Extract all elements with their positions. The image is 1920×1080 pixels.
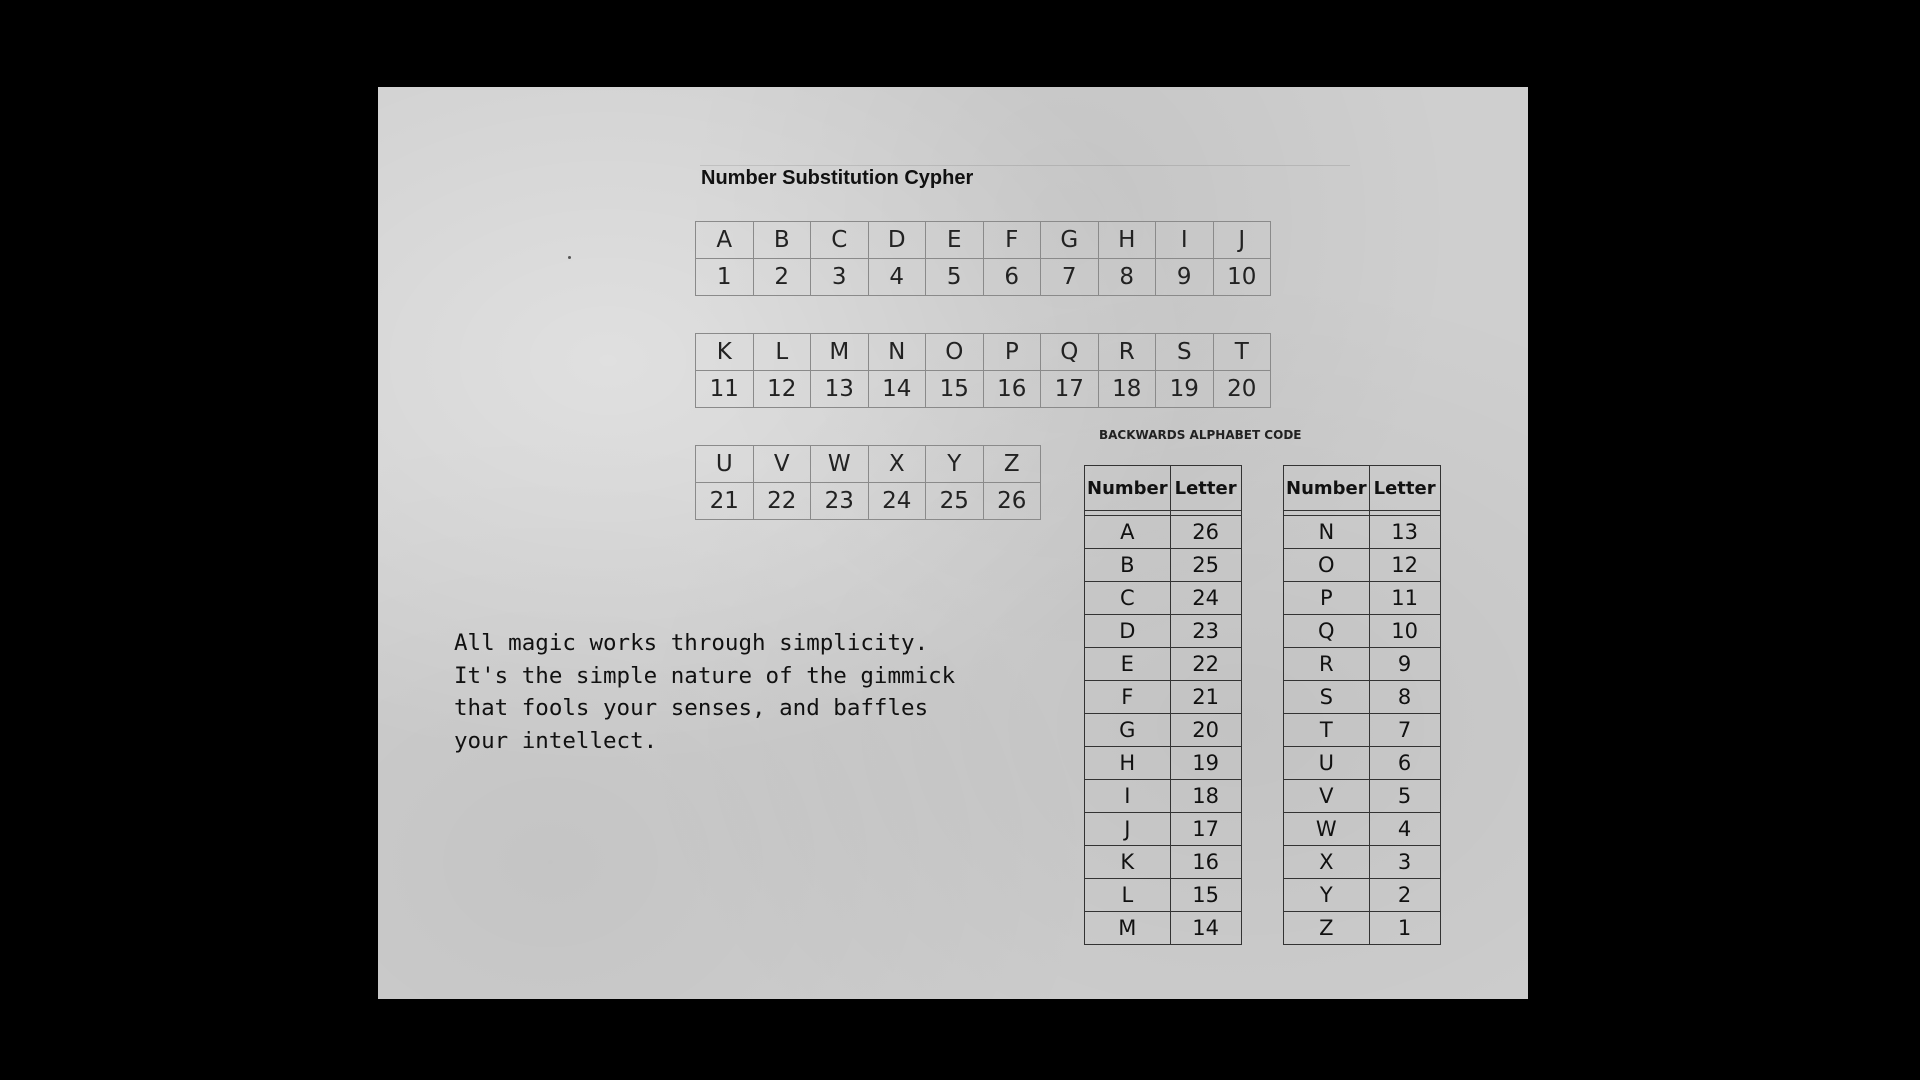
cipher-number: 23: [811, 483, 869, 520]
backwards-row: [1085, 582, 1242, 615]
backwards-number: 10: [1369, 615, 1440, 648]
quote-line: your intellect.: [454, 727, 658, 754]
backwards-number: 13: [1369, 516, 1440, 549]
backwards-letter: I: [1085, 780, 1171, 813]
cipher-letter: Z: [983, 446, 1041, 483]
backwards-letter: P: [1284, 582, 1370, 615]
backwards-row: [1284, 516, 1441, 549]
backwards-number: 18: [1170, 780, 1241, 813]
backwards-number: 26: [1170, 516, 1241, 549]
backwards-number: 3: [1369, 846, 1440, 879]
cipher-number: 25: [926, 483, 984, 520]
backwards-row: [1284, 879, 1441, 912]
cipher-letter: D: [868, 222, 926, 259]
backwards-header-row: [1085, 466, 1242, 511]
backwards-number: 12: [1369, 549, 1440, 582]
cipher-letter: Y: [926, 446, 984, 483]
cipher-letter: P: [983, 334, 1041, 371]
cipher-number: 11: [696, 371, 754, 408]
backwards-letter: F: [1085, 681, 1171, 714]
cipher-number: 15: [926, 371, 984, 408]
backwards-letter: B: [1085, 549, 1171, 582]
backwards-row: [1284, 582, 1441, 615]
backwards-letter: K: [1085, 846, 1171, 879]
backwards-number: 17: [1170, 813, 1241, 846]
cipher-number: 20: [1213, 371, 1271, 408]
backwards-letter: X: [1284, 846, 1370, 879]
backwards-row: [1284, 714, 1441, 747]
backwards-letter: Q: [1284, 615, 1370, 648]
cipher-letter: F: [983, 222, 1041, 259]
backwards-row: [1085, 846, 1242, 879]
backwards-letter: A: [1085, 516, 1171, 549]
paper-speck: [568, 256, 571, 259]
paper-sheet: [378, 87, 1528, 999]
cipher-table-1: [695, 221, 1271, 296]
cipher-letter: A: [696, 222, 754, 259]
cipher-number-row: [696, 483, 1041, 520]
backwards-letter: S: [1284, 681, 1370, 714]
cipher-letter: V: [753, 446, 811, 483]
backwards-letter: Y: [1284, 879, 1370, 912]
backwards-row: [1085, 516, 1242, 549]
backwards-letter: W: [1284, 813, 1370, 846]
cipher-letter: U: [696, 446, 754, 483]
magic-quote: [454, 627, 1014, 757]
backwards-row: [1284, 549, 1441, 582]
backwards-number: 24: [1170, 582, 1241, 615]
backwards-letter: C: [1085, 582, 1171, 615]
backwards-number: 23: [1170, 615, 1241, 648]
cipher-letter-row: [696, 334, 1271, 371]
backwards-code-title: BACKWARDS ALPHABET CODE: [1099, 428, 1302, 442]
cipher-letter: I: [1156, 222, 1214, 259]
cipher-number: 9: [1156, 259, 1214, 296]
cipher-number: 7: [1041, 259, 1099, 296]
cipher-number: 6: [983, 259, 1041, 296]
backwards-row: [1085, 681, 1242, 714]
header-letter: Letter: [1369, 466, 1440, 511]
cipher-number: 4: [868, 259, 926, 296]
backwards-letter: H: [1085, 747, 1171, 780]
backwards-number: 20: [1170, 714, 1241, 747]
backwards-header-row: [1284, 466, 1441, 511]
cipher-letter: J: [1213, 222, 1271, 259]
cipher-letter: H: [1098, 222, 1156, 259]
cipher-number: 19: [1156, 371, 1214, 408]
backwards-row: [1284, 648, 1441, 681]
backwards-row: [1085, 879, 1242, 912]
backwards-row: [1284, 615, 1441, 648]
cipher-number: 24: [868, 483, 926, 520]
cipher-letter: K: [696, 334, 754, 371]
header-number: Number: [1085, 466, 1171, 511]
cipher-letter: N: [868, 334, 926, 371]
quote-line: It's the simple nature of the gimmick: [454, 662, 956, 689]
backwards-number: 8: [1369, 681, 1440, 714]
backwards-number: 11: [1369, 582, 1440, 615]
cipher-title: Number Substitution Cypher: [701, 167, 974, 189]
backwards-letter: G: [1085, 714, 1171, 747]
cipher-table-2: [695, 333, 1271, 408]
cipher-number: 8: [1098, 259, 1156, 296]
backwards-table-left: [1084, 465, 1242, 945]
cipher-number: 22: [753, 483, 811, 520]
backwards-number: 7: [1369, 714, 1440, 747]
cipher-number: 17: [1041, 371, 1099, 408]
cipher-number: 18: [1098, 371, 1156, 408]
backwards-number: 2: [1369, 879, 1440, 912]
backwards-number: 14: [1170, 912, 1241, 945]
quote-line: that fools your senses, and baffles: [454, 695, 929, 721]
cipher-table-3: [695, 445, 1041, 520]
backwards-number: 15: [1170, 879, 1241, 912]
backwards-row: [1085, 615, 1242, 648]
backwards-number: 22: [1170, 648, 1241, 681]
cipher-letter: W: [811, 446, 869, 483]
cipher-letter: E: [926, 222, 984, 259]
header-letter: Letter: [1170, 466, 1241, 511]
cipher-number: 2: [753, 259, 811, 296]
cipher-number: 14: [868, 371, 926, 408]
cipher-letter: R: [1098, 334, 1156, 371]
backwards-letter: O: [1284, 549, 1370, 582]
cipher-letter: L: [753, 334, 811, 371]
backwards-letter: E: [1085, 648, 1171, 681]
backwards-letter: N: [1284, 516, 1370, 549]
cipher-number: 10: [1213, 259, 1271, 296]
backwards-letter: V: [1284, 780, 1370, 813]
cipher-letter-row: [696, 446, 1041, 483]
backwards-number: 19: [1170, 747, 1241, 780]
cipher-number: 16: [983, 371, 1041, 408]
backwards-row: [1284, 912, 1441, 945]
backwards-number: 21: [1170, 681, 1241, 714]
backwards-letter: U: [1284, 747, 1370, 780]
backwards-number: 9: [1369, 648, 1440, 681]
cipher-letter: C: [811, 222, 869, 259]
backwards-row: [1085, 912, 1242, 945]
backwards-letter: L: [1085, 879, 1171, 912]
cipher-letter: G: [1041, 222, 1099, 259]
cipher-number-row: [696, 259, 1271, 296]
backwards-letter: R: [1284, 648, 1370, 681]
backwards-letter: T: [1284, 714, 1370, 747]
cipher-number: 12: [753, 371, 811, 408]
cipher-letter: T: [1213, 334, 1271, 371]
backwards-number: 5: [1369, 780, 1440, 813]
backwards-row: [1085, 714, 1242, 747]
cipher-number-row: [696, 371, 1271, 408]
cipher-number: 21: [696, 483, 754, 520]
backwards-letter: D: [1085, 615, 1171, 648]
cipher-letter: O: [926, 334, 984, 371]
cipher-letter: B: [753, 222, 811, 259]
header-number: Number: [1284, 466, 1370, 511]
backwards-row: [1085, 549, 1242, 582]
backwards-number: 25: [1170, 549, 1241, 582]
backwards-row: [1085, 813, 1242, 846]
backwards-row: [1284, 780, 1441, 813]
backwards-number: 1: [1369, 912, 1440, 945]
backwards-number: 6: [1369, 747, 1440, 780]
backwards-row: [1284, 681, 1441, 714]
backwards-table-right: [1283, 465, 1441, 945]
cipher-number: 5: [926, 259, 984, 296]
backwards-row: [1085, 747, 1242, 780]
backwards-number: 4: [1369, 813, 1440, 846]
cipher-letter: X: [868, 446, 926, 483]
cipher-letter-row: [696, 222, 1271, 259]
backwards-letter: J: [1085, 813, 1171, 846]
backwards-row: [1085, 780, 1242, 813]
backwards-row: [1284, 747, 1441, 780]
backwards-letter: Z: [1284, 912, 1370, 945]
backwards-row: [1284, 813, 1441, 846]
cipher-number: 1: [696, 259, 754, 296]
quote-line: All magic works through simplicity.: [454, 630, 929, 656]
cipher-letter: Q: [1041, 334, 1099, 371]
backwards-number: 16: [1170, 846, 1241, 879]
backwards-row: [1085, 648, 1242, 681]
cipher-number: 13: [811, 371, 869, 408]
cipher-number: 26: [983, 483, 1041, 520]
cipher-number: 3: [811, 259, 869, 296]
header-rule: [700, 165, 1350, 166]
backwards-letter: M: [1085, 912, 1171, 945]
cipher-letter: M: [811, 334, 869, 371]
backwards-row: [1284, 846, 1441, 879]
cipher-letter: S: [1156, 334, 1214, 371]
